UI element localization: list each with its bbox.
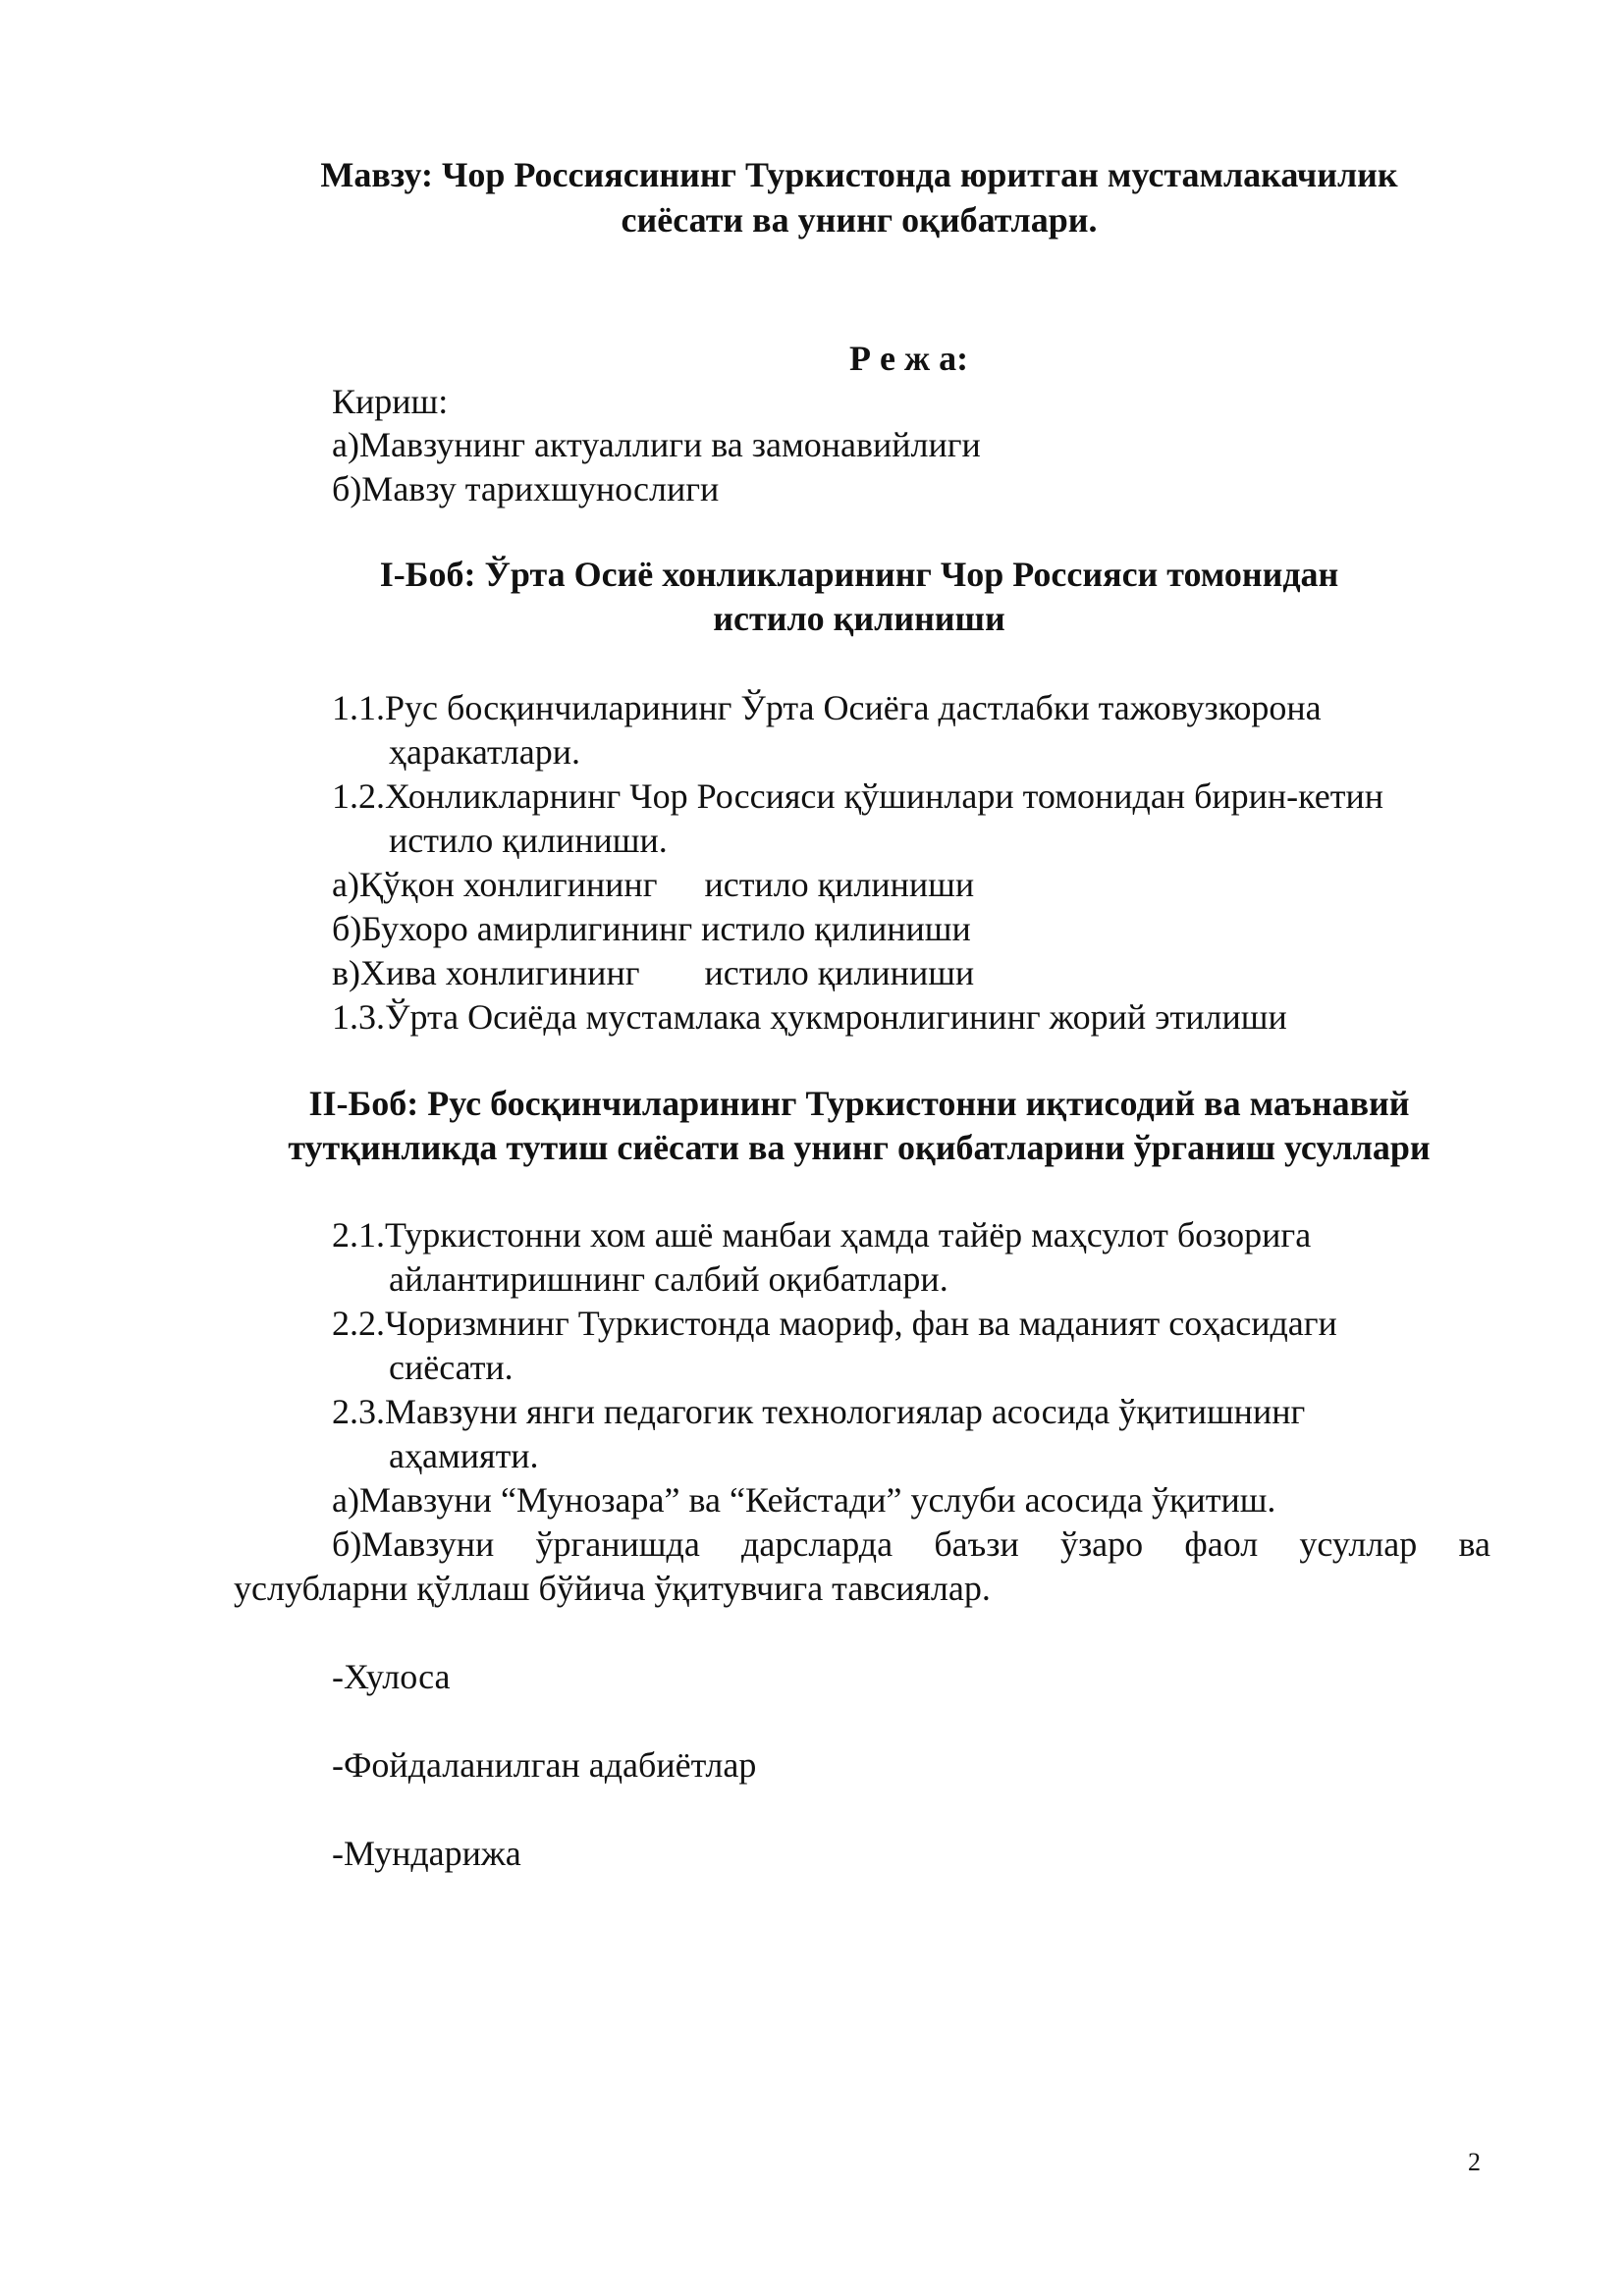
chapter1-item-a-left: а)Қўқон хонлигининг [332,865,658,904]
chapter1-title-line-1: I-Боб: Ўрта Осиё хонликларининг Чор Россияси томонидан [379,555,1339,594]
chapter2-item-2-1-line-2: айлантиришнинг салбий оқибатлари. [389,1259,948,1299]
chapter1-item-1-3: 1.3.Ўрта Осиёда мустамлака ҳукмронлигининг жорий этилиши [332,997,1287,1037]
chapter1-item-a [332,863,974,907]
document-title-line-2: сиёсати ва унинг оқибатлари. [621,200,1098,240]
chapter2-item-2-2-line-1: 2.2.Чоризмнинг Туркистонда маориф, фан ва маданият соҳасидаги [332,1304,1337,1343]
chapter1-item-1-1-line-1: 1.1.Рус босқинчиларининг Ўрта Осиёга дастлабки тажовузкорона [332,688,1322,727]
chapter2-item-2-2-line-2: сиёсати. [389,1348,514,1387]
chapter2-title-line-1: II-Боб: Рус босқинчиларининг Туркистонни иқтисодий ва маънавий [308,1084,1410,1123]
chapter1-title-line-2: истило қилиниши [713,599,1005,638]
conclusion-entry: -Хулоса [332,1657,451,1696]
chapter2-item-2-3-line-2: аҳамияти. [389,1436,539,1475]
chapter1-item-1-2-line-2: истило қилиниши. [389,821,668,860]
chapter2-item-2-3-line-1: 2.3.Мавзуни янги педагогик технологиялар асосида ўқитишнинг [332,1392,1306,1431]
chapter1-item-1-2-line-1: 1.2.Хонликларнинг Чор Россияси қўшинлари томонидан бирин-кетин [332,776,1383,816]
chapter1-item-c [332,951,974,995]
references-entry: -Фойдаланилган адабиётлар [332,1745,757,1785]
chapter1-item-1-1-line-2: ҳаракатлари. [389,732,580,772]
chapter1-item-c-left: в)Хива хонлигининг [332,953,640,992]
chapter1-item-c-right: истило қилиниши [704,953,975,992]
chapter2-item-2-1-line-1: 2.1.Туркистонни хом ашё манбаи ҳамда тайёр маҳсулот бозорига [332,1215,1312,1255]
chapter1-item-a-right: истило қилиниши [704,865,975,904]
page-number: 2 [1468,2148,1481,2176]
intro-label: Кириш: [332,382,449,421]
chapter1-item-b: б)Бухоро амирлигининг истило қилиниши [332,909,971,948]
chapter2-item-a: а)Мавзуни “Мунозара” ва “Кейстади” услуби асосида ўқитиш. [332,1480,1276,1520]
chapter2-item-b-line-2: услубларни қўллаш бўйича ўқитувчига тавсиялар. [234,1569,991,1608]
document-title-line-1: Мавзу: Чор Россиясининг Туркистонда юритган мустамлакачилик [320,155,1398,194]
intro-item-a: а)Мавзунинг актуаллиги ва замонавийлиги [332,425,981,464]
chapter2-item-b-line-1: б)Мавзуни ўрганишда дарсларда баъзи ўзаро фаол усуллар ва [332,1524,1490,1564]
intro-item-b: б)Мавзу тарихшунослиги [332,469,720,508]
plan-heading: Р е ж а: [849,339,969,378]
chapter2-title-line-2: тутқинликда тутиш сиёсати ва унинг оқибатларини ўрганиш усуллари [288,1128,1431,1167]
contents-entry: -Мундарижа [332,1834,521,1873]
